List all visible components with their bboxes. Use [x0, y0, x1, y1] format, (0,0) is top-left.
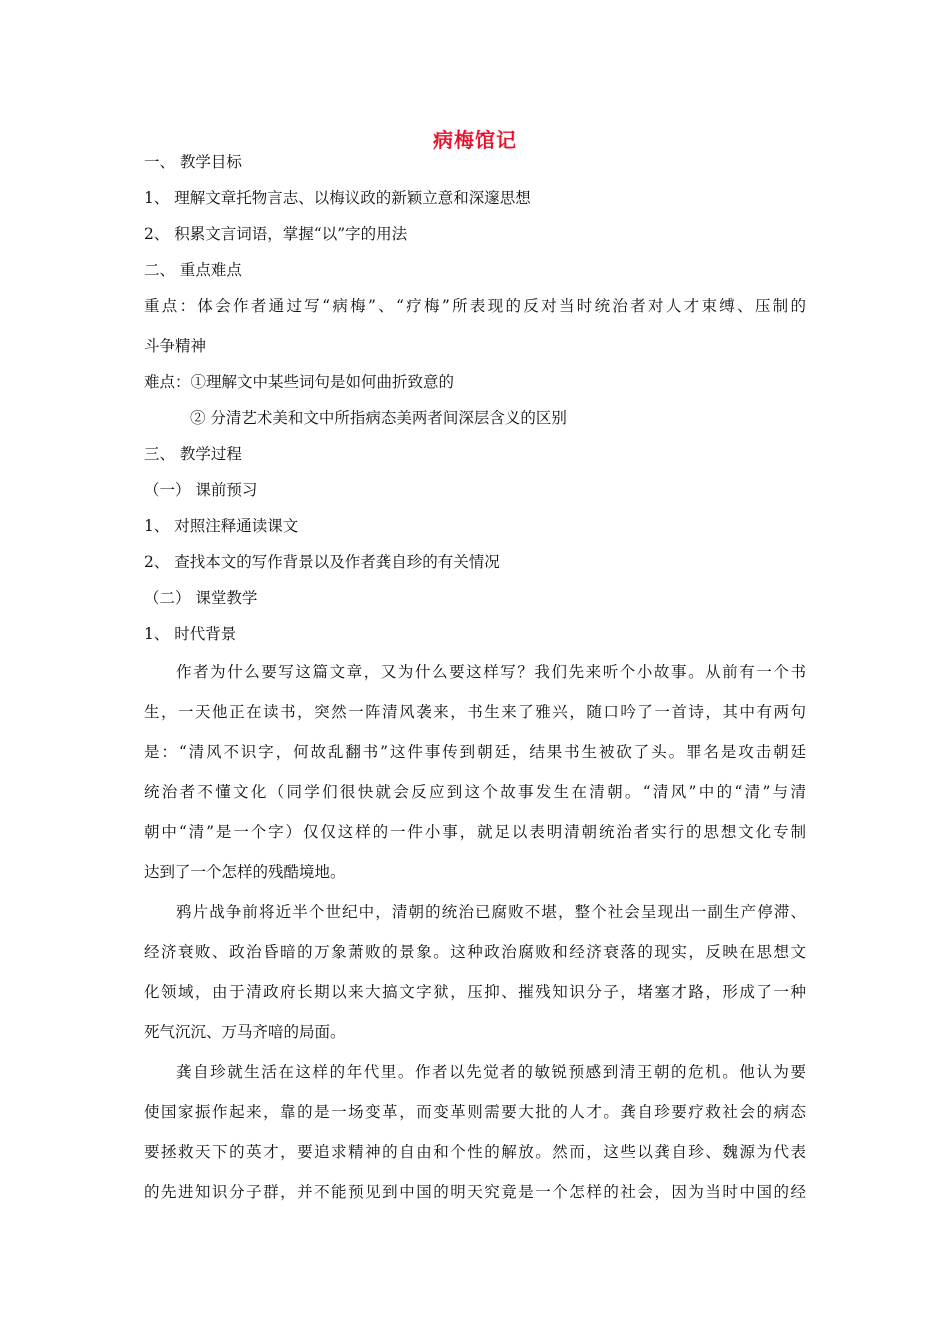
document-title: 病梅馆记	[433, 128, 517, 152]
body-paragraph-line: 要拯救天下的英才，要追求精神的自由和个性的解放。然而，这些以龚自珍、魏源为代表	[144, 1143, 806, 1161]
body-paragraph-line: 化领域，由于清政府长期以来大搞文字狱，压抑、摧残知识分子，堵塞才路，形成了一种	[144, 983, 806, 1001]
section-heading-process: 三、 教学过程	[144, 445, 242, 463]
body-paragraph-line: 作者为什么要写这篇文章，又为什么要这样写？我们先来听个小故事。从前有一个书	[176, 663, 806, 681]
subsection-heading-class: （二） 课堂教学	[144, 589, 258, 607]
objective-item: 2、 积累文言词语，掌握“以”字的用法	[144, 225, 408, 243]
body-paragraph-line: 死气沉沉、万马齐喑的局面。	[144, 1023, 346, 1041]
body-paragraph-line: 达到了一个怎样的残酷境地。	[144, 863, 346, 881]
section-heading-objectives: 一、 教学目标	[144, 153, 242, 171]
body-paragraph-line: 经济衰败、政治昏暗的万象萧败的景象。这种政治腐败和经济衰落的现实，反映在思想文	[144, 943, 806, 961]
difficulty-text: ② 分清艺术美和文中所指病态美两者间深层含义的区别	[190, 409, 567, 427]
body-paragraph-line: 鸦片战争前将近半个世纪中，清朝的统治已腐败不堪，整个社会呈现出一副生产停滞、	[176, 903, 806, 921]
subsection-heading-preview: （一） 课前预习	[144, 481, 258, 499]
class-item-heading: 1、 时代背景	[144, 625, 237, 643]
body-paragraph-line: 生，一天他正在读书，突然一阵清风袭来，书生来了雅兴，随口吟了一首诗，其中有两句	[144, 703, 806, 721]
body-paragraph-line: 龚自珍就生活在这样的年代里。作者以先觉者的敏锐预感到清王朝的危机。他认为要	[176, 1063, 806, 1081]
objective-item: 1、 理解文章托物言志、以梅议政的新颖立意和深邃思想	[144, 189, 531, 207]
body-paragraph-line: 统治者不懂文化（同学们很快就会反应到这个故事发生在清朝。“清风”中的“清”与清	[144, 783, 806, 801]
body-paragraph-line: 是：“清风不识字，何故乱翻书”这件事传到朝廷，结果书生被砍了头。罪名是攻击朝廷	[144, 743, 806, 761]
section-heading-key-points: 二、 重点难点	[144, 261, 242, 279]
preview-item: 1、 对照注释通读课文	[144, 517, 299, 535]
key-point-text: 重点：体会作者通过写“病梅”、“疗梅”所表现的反对当时统治者对人才束缚、压制的	[144, 297, 806, 315]
preview-item: 2、 查找本文的写作背景以及作者龚自珍的有关情况	[144, 553, 500, 571]
key-point-text: 斗争精神	[144, 337, 207, 355]
body-paragraph-line: 的先进知识分子群，并不能预见到中国的明天究竟是一个怎样的社会，因为当时中国的经	[144, 1183, 806, 1201]
difficulty-text: 难点：①理解文中某些词句是如何曲折致意的	[144, 373, 455, 391]
body-paragraph-line: 使国家振作起来，靠的是一场变革，而变革则需要大批的人才。龚自珍要疗救社会的病态	[144, 1103, 806, 1121]
body-paragraph-line: 朝中“清”是一个字）仅仅这样的一件小事，就足以表明清朝统治者实行的思想文化专制	[144, 823, 806, 841]
